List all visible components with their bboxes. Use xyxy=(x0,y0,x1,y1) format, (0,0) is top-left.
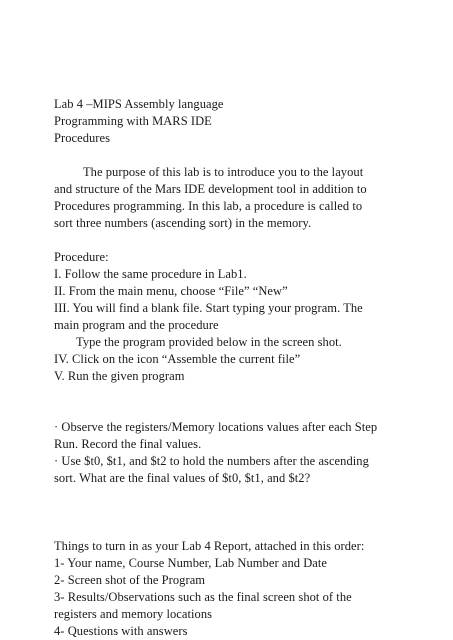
title-line-3: Procedures xyxy=(54,131,111,145)
procedure-step-2: II. From the main menu, choose “File” “New” xyxy=(54,284,288,298)
procedure-step-3: III. You will find a blank file. Start typing your program. The xyxy=(54,301,363,315)
procedure-step-5: V. Run the given program xyxy=(54,369,185,383)
turnin-item-1: 1- Your name, Course Number, Lab Number and Date xyxy=(54,556,328,570)
observe-line-2: Run. Record the final values. xyxy=(54,437,202,451)
turnin-heading: Things to turn in as your Lab 4 Report, attached in this order: xyxy=(54,539,365,553)
procedure-step-4: IV. Click on the icon “Assemble the current file” xyxy=(54,352,301,366)
turnin-item-2: 2- Screen shot of the Program xyxy=(54,573,206,587)
procedure-step-1: I. Follow the same procedure in Lab1. xyxy=(54,267,247,281)
procedure-step-3-cont: main program and the procedure xyxy=(54,318,219,332)
intro-line-2: and structure of the Mars IDE development tool in addition to xyxy=(54,182,367,196)
intro-line-1: The purpose of this lab is to introduce you to the layout xyxy=(83,165,364,179)
turnin-item-4: 4- Questions with answers xyxy=(54,624,188,638)
turnin-item-3-cont: registers and memory locations xyxy=(54,607,213,621)
title-line-1: Lab 4 –MIPS Assembly language xyxy=(54,97,224,111)
procedure-heading: Procedure: xyxy=(54,250,109,264)
turnin-item-3: 3- Results/Observations such as the final screen shot of the xyxy=(54,590,352,604)
intro-line-4: sort three numbers (ascending sort) in the memory. xyxy=(54,216,312,230)
intro-line-3: Procedures programming. In this lab, a procedure is called to xyxy=(54,199,363,213)
observe-line-1: · Observe the registers/Memory locations values after each Step xyxy=(54,420,378,434)
observe-line-4: sort. What are the final values of $t0, $t1, and $t2? xyxy=(54,471,311,485)
title-line-2: Programming with MARS IDE xyxy=(54,114,212,128)
observe-line-3: · Use $t0, $t1, and $t2 to hold the numbers after the ascending xyxy=(54,454,369,468)
procedure-step-3-type: Type the program provided below in the screen shot. xyxy=(76,335,342,349)
